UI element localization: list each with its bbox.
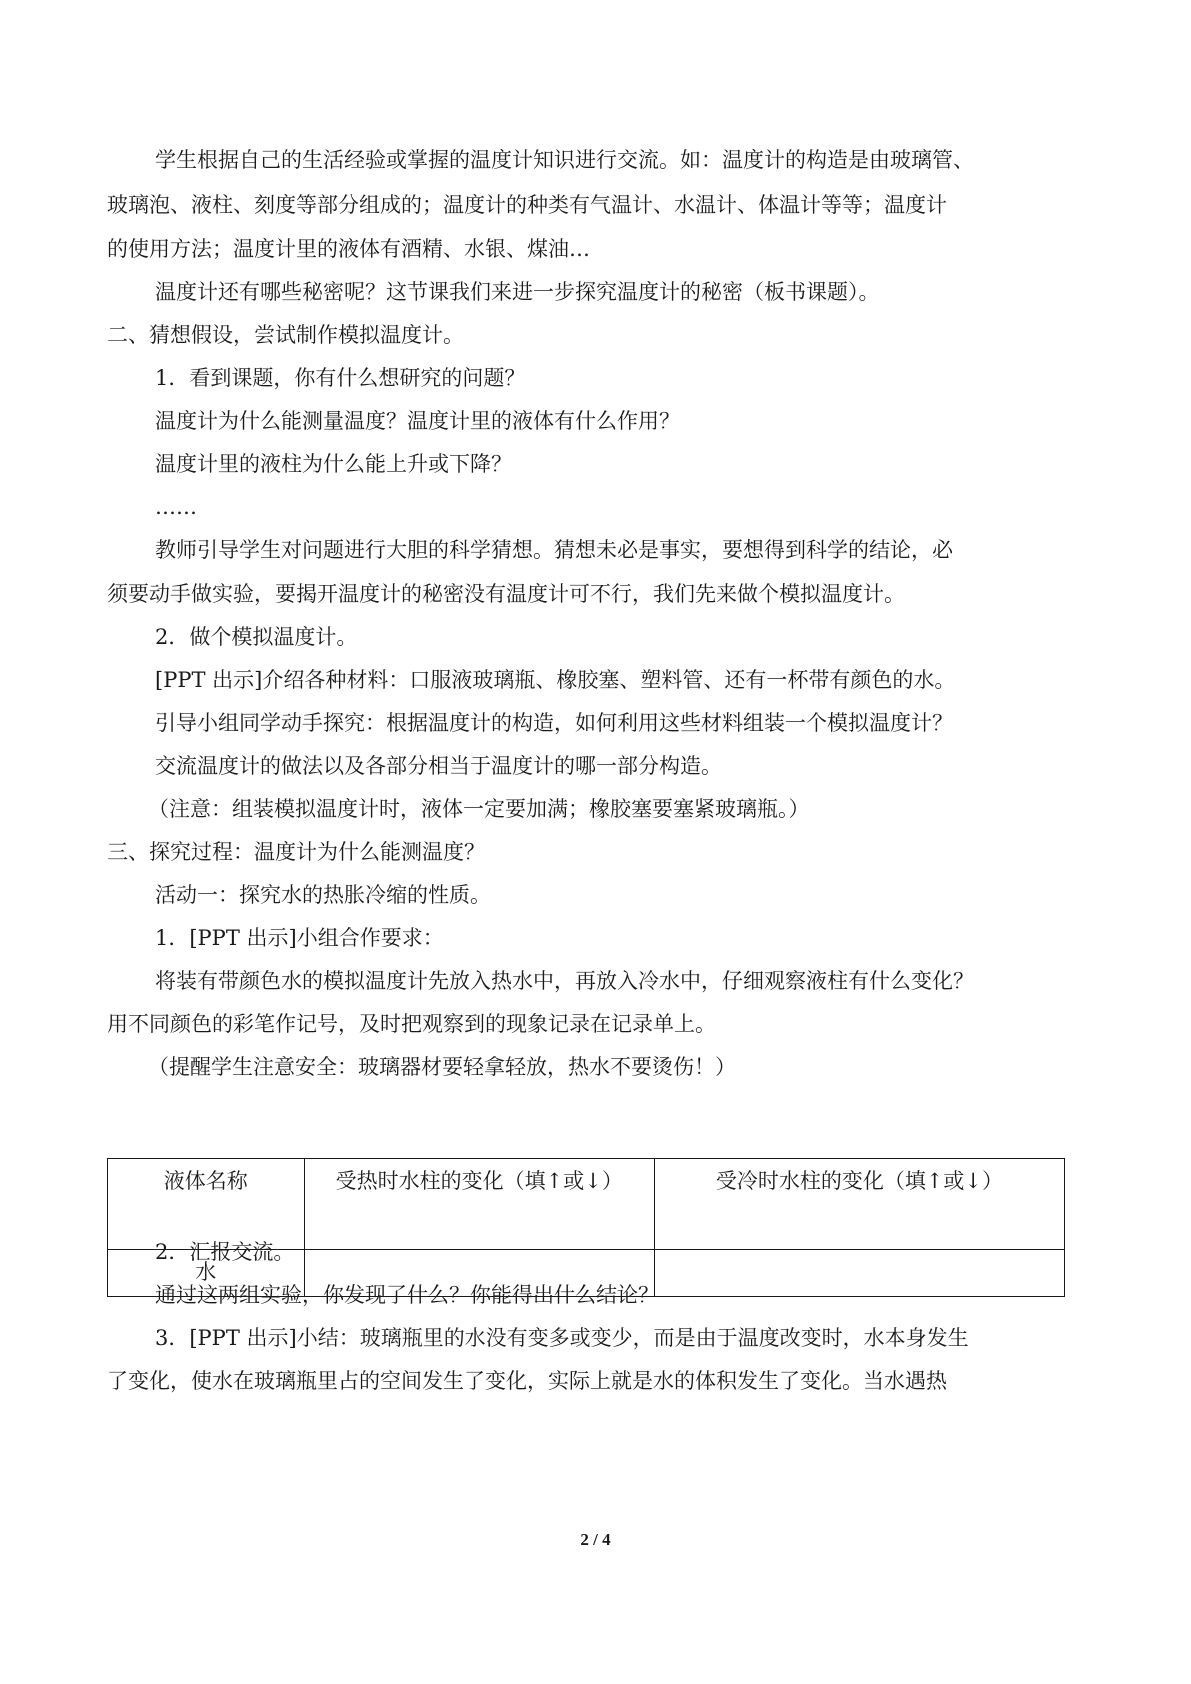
note-line: （注意：组装模拟温度计时，液体一定要加满；橡胶塞要塞紧玻璃瓶。）: [148, 797, 810, 821]
paragraph-line: 2．汇报交流。: [155, 1240, 295, 1264]
section-heading: 三、探究过程：温度计为什么能测温度？: [107, 840, 485, 864]
record-table: [107, 1158, 1065, 1297]
table-header-cell: 液体名称: [108, 1159, 305, 1250]
paragraph-line: 1．[PPT 出示]小组合作要求：: [155, 926, 444, 950]
paragraph-line: 须要动手做实验，要揭开温度计的秘密没有温度计可不行，我们先来做个模拟温度计。: [107, 582, 905, 606]
page-number: 2 / 4: [580, 1530, 611, 1549]
paragraph-line: 3．[PPT 出示]小结：玻璃瓶里的水没有变多或变少，而是由于温度改变时，水本身发生: [155, 1326, 969, 1350]
paragraph-line: [PPT 出示]介绍各种材料：口服液玻璃瓶、橡胶塞、塑料管、还有一杯带有颜色的水。: [155, 668, 956, 692]
paragraph-line: 了变化，使水在玻璃瓶里占的空间发生了变化，实际上就是水的体积发生了变化。当水遇热: [107, 1369, 947, 1393]
paragraph-line: 通过这两组实验，你发现了什么？你能得出什么结论？: [155, 1283, 659, 1307]
paragraph-line: 交流温度计的做法以及各部分相当于温度计的哪一部分构造。: [155, 754, 722, 778]
paragraph-line: 的使用方法；温度计里的液体有酒精、水银、煤油…: [107, 237, 590, 261]
table-cell: [654, 1250, 1064, 1297]
paragraph-line: 温度计还有哪些秘密呢？这节课我们来进一步探究温度计的秘密（板书课题）。: [155, 280, 880, 304]
paragraph-line: 引导小组同学动手探究：根据温度计的构造，如何利用这些材料组装一个模拟温度计？: [155, 711, 953, 735]
paragraph-line: 温度计为什么能测量温度？温度计里的液体有什么作用？: [155, 409, 680, 433]
paragraph-line: 学生根据自己的生活经验或掌握的温度计知识进行交流。如：温度计的构造是由玻璃管、: [155, 148, 974, 172]
table-header-row: [108, 1159, 1065, 1250]
table-header-cell: 受冷时水柱的变化（填↑或↓）: [654, 1159, 1064, 1250]
paragraph-line: 活动一：探究水的热胀冷缩的性质。: [155, 883, 491, 907]
paragraph-line: 将装有带颜色水的模拟温度计先放入热水中，再放入冷水中，仔细观察液柱有什么变化？: [155, 969, 974, 993]
ellipsis-line: ……: [155, 495, 197, 519]
paragraph-line: 温度计里的液柱为什么能上升或下降？: [155, 452, 512, 476]
table-header-cell: 受热时水柱的变化（填↑或↓）: [304, 1159, 654, 1250]
paragraph-line: 玻璃泡、液柱、刻度等部分组成的；温度计的种类有气温计、水温计、体温计等等；温度计: [107, 193, 947, 217]
table-cell: 水: [108, 1250, 305, 1297]
section-heading: 二、猜想假设，尝试制作模拟温度计。: [107, 323, 464, 347]
paragraph-line: 教师引导学生对问题进行大胆的科学猜想。猜想未必是事实，要想得到科学的结论，必: [155, 538, 953, 562]
paragraph-line: 1．看到课题，你有什么想研究的问题？: [155, 366, 526, 390]
paragraph-line: 2．做个模拟温度计。: [155, 625, 358, 649]
note-line: （提醒学生注意安全：玻璃器材要轻拿轻放，热水不要烫伤！）: [148, 1055, 736, 1079]
paragraph-line: 用不同颜色的彩笔作记号，及时把观察到的现象记录在记录单上。: [107, 1012, 716, 1036]
